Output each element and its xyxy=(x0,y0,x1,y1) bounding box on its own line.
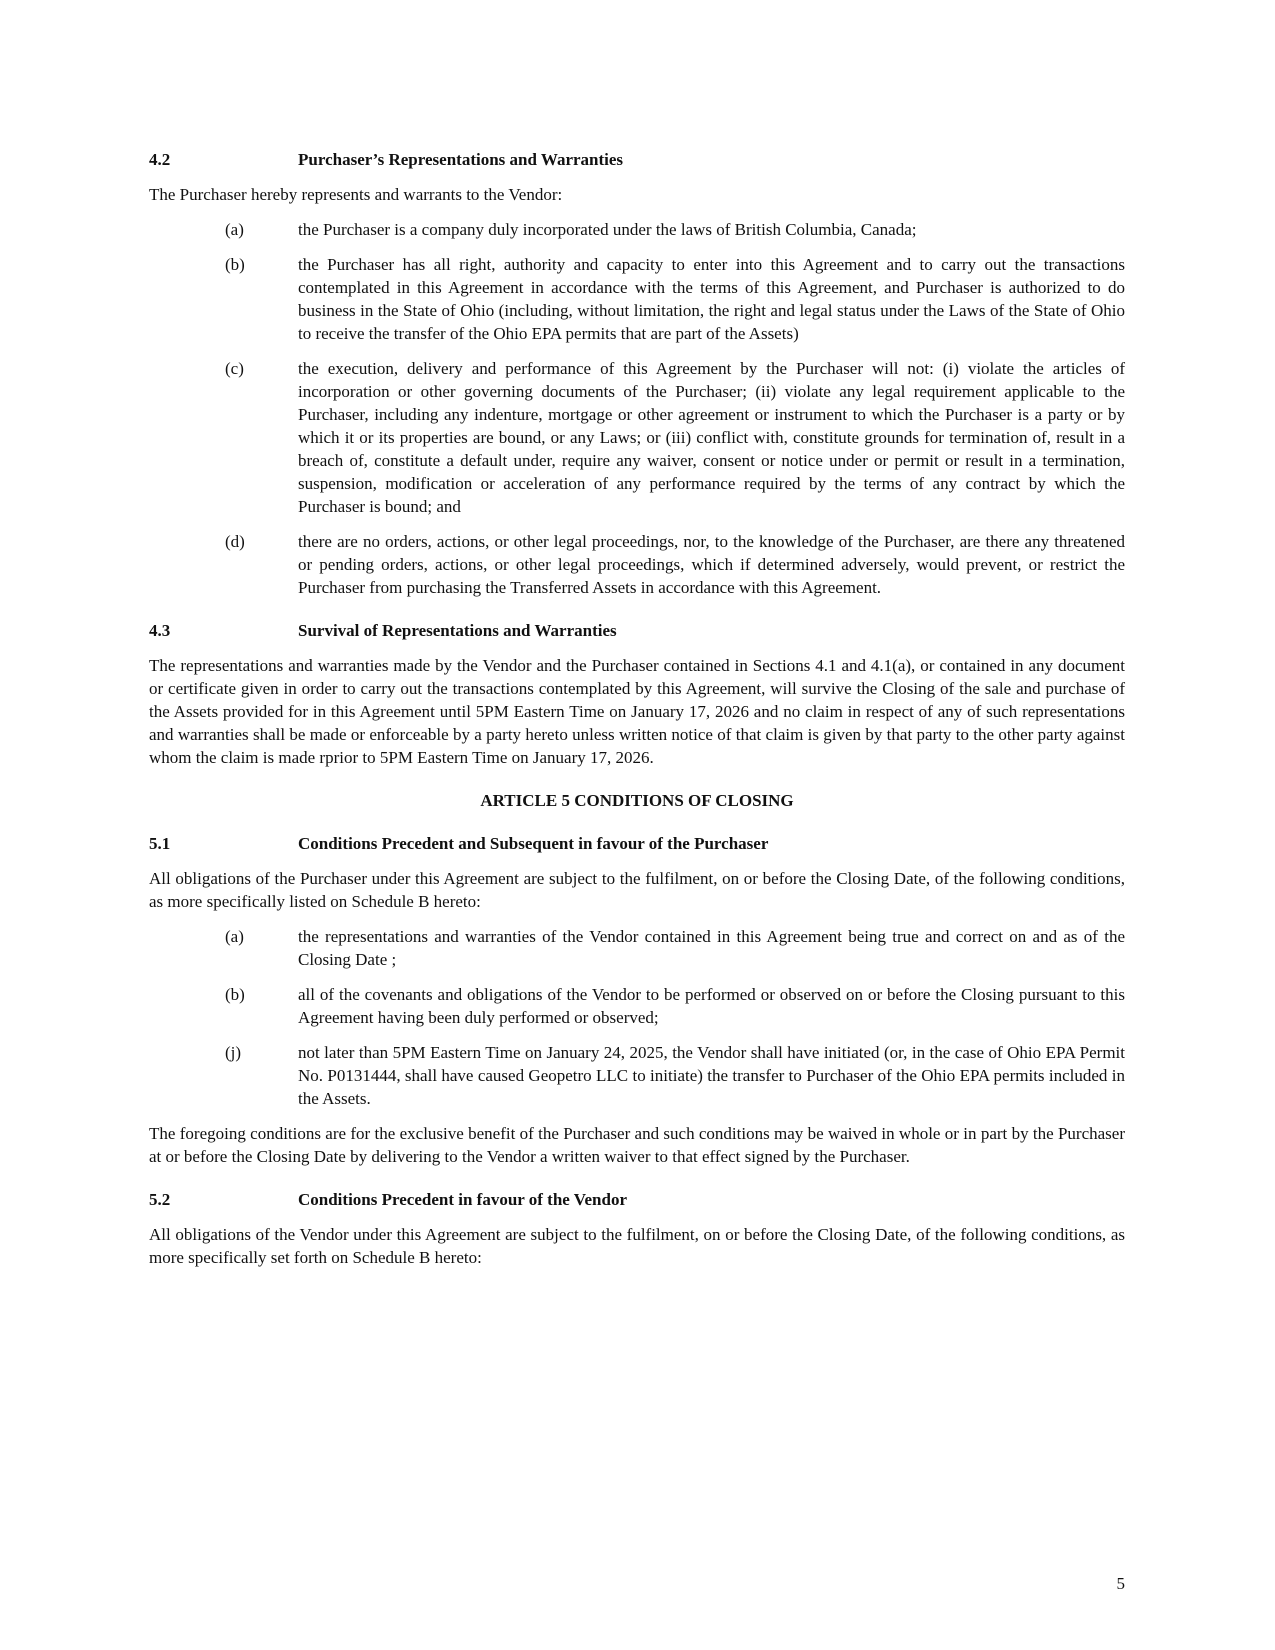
article-5-title: ARTICLE 5 CONDITIONS OF CLOSING xyxy=(480,791,794,810)
list-item xyxy=(149,218,1125,241)
section-5-2-heading xyxy=(149,1188,1125,1211)
item-text: the representations and warranties of the Vendor contained in this Agreement being true and correct on and as of the Closing Date ; xyxy=(298,927,1125,969)
item-label: (c) xyxy=(225,359,244,378)
section-5-1-heading xyxy=(149,832,1125,855)
section-title: Survival of Representations and Warranties xyxy=(298,621,617,640)
section-5-1-closing: The foregoing conditions are for the exclusive benefit of the Purchaser and such conditions may be waived in whole or in part by the Purchaser at or before the Closing Date by delivering to the Vendor a written waiver to that effect signed by the Purchaser. xyxy=(149,1124,1125,1166)
section-number: 4.2 xyxy=(149,150,171,169)
list-item xyxy=(149,253,1125,345)
list-item xyxy=(149,925,1125,971)
item-label: (j) xyxy=(225,1043,242,1062)
item-text: the Purchaser has all right, authority and capacity to enter into this Agreement and to carry out the transactions contemplated in this Agreement in accordance with the terms of this Agreement, and Purchaser is authorized to do business in the State of Ohio (including, without limitation, the right and legal status under the Laws of the State of Ohio to receive the transfer of the Ohio EPA permits that are part of the Assets) xyxy=(298,255,1125,343)
list-item xyxy=(149,983,1125,1029)
section-number: 5.2 xyxy=(149,1190,171,1209)
item-text: the Purchaser is a company duly incorporated under the laws of British Columbia, Canada; xyxy=(298,220,917,239)
section-4-2-intro: The Purchaser hereby represents and warrants to the Vendor: xyxy=(149,185,563,204)
page-number: 5 xyxy=(1116,1574,1125,1593)
section-title: Purchaser’s Representations and Warranties xyxy=(298,150,624,169)
item-text: the execution, delivery and performance of this Agreement by the Purchaser will not: (i) violate the articles of incorporation or other governing documents of the Purchaser; (ii) violate any legal requirement applicable to the Purchaser, including any indenture, mortgage or other agreement or instrument to which the Purchaser is a party or by which it or its properties are bound, or any Laws; or (iii) conflict with, constitute grounds for termination of, result in a breach of, constitute a default under, require any waiver, consent or notice under or permit or result in a termination, suspension, modification or acceleration of any performance required by the terms of any contract by which the Purchaser is bound; and xyxy=(298,359,1125,516)
section-4-3-body: The representations and warranties made by the Vendor and the Purchaser contained in Sections 4.1 and 4.1(a), or contained in any document or certificate given in order to carry out the transactions contemplated by this Agreement, will survive the Closing of the sale and purchase of the Assets provided for in this Agreement until 5PM Eastern Time on January 17, 2026 and no claim in respect of any of such representations and warranties shall be made or enforceable by a party hereto unless written notice of that claim is given by that party to the other party against whom the claim is made rprior to 5PM Eastern Time on January 17, 2026. xyxy=(149,656,1125,767)
item-label: (a) xyxy=(225,927,244,946)
section-number: 5.1 xyxy=(149,834,171,853)
item-label: (a) xyxy=(225,220,244,239)
item-label: (d) xyxy=(225,532,245,551)
item-label: (b) xyxy=(225,985,245,1004)
item-label: (b) xyxy=(225,255,245,274)
list-item xyxy=(149,1041,1125,1110)
section-5-1-intro: All obligations of the Purchaser under this Agreement are subject to the fulfilment, on or before the Closing Date, of the following conditions, as more specifically listed on Schedule B hereto: xyxy=(149,869,1125,911)
list-item xyxy=(149,530,1125,599)
item-text: not later than 5PM Eastern Time on January 24, 2025, the Vendor shall have initiated (or, in the case of Ohio EPA Permit No. P0131444, shall have caused Geopetro LLC to initiate) the transfer to Purchaser of the Ohio EPA permits included in the Assets. xyxy=(298,1043,1125,1108)
section-5-2-intro: All obligations of the Vendor under this Agreement are subject to the fulfilment, on or before the Closing Date, of the following conditions, as more specifically set forth on Schedule B hereto: xyxy=(149,1225,1125,1267)
section-title: Conditions Precedent in favour of the Vendor xyxy=(298,1190,628,1209)
document-body xyxy=(149,148,1125,1281)
item-text: there are no orders, actions, or other legal proceedings, nor, to the knowledge of the Purchaser, are there any threatened or pending orders, actions, or other legal proceedings, which if determined adversely, would prevent, or restrict the Purchaser from purchasing the Transferred Assets in accordance with this Agreement. xyxy=(298,532,1125,597)
item-text: all of the covenants and obligations of the Vendor to be performed or observed on or before the Closing pursuant to this Agreement having been duly performed or observed; xyxy=(298,985,1125,1027)
section-title: Conditions Precedent and Subsequent in favour of the Purchaser xyxy=(298,834,769,853)
section-4-3-heading xyxy=(149,619,1125,642)
list-item xyxy=(149,357,1125,518)
section-4-2-heading xyxy=(149,148,1125,171)
section-number: 4.3 xyxy=(149,621,171,640)
